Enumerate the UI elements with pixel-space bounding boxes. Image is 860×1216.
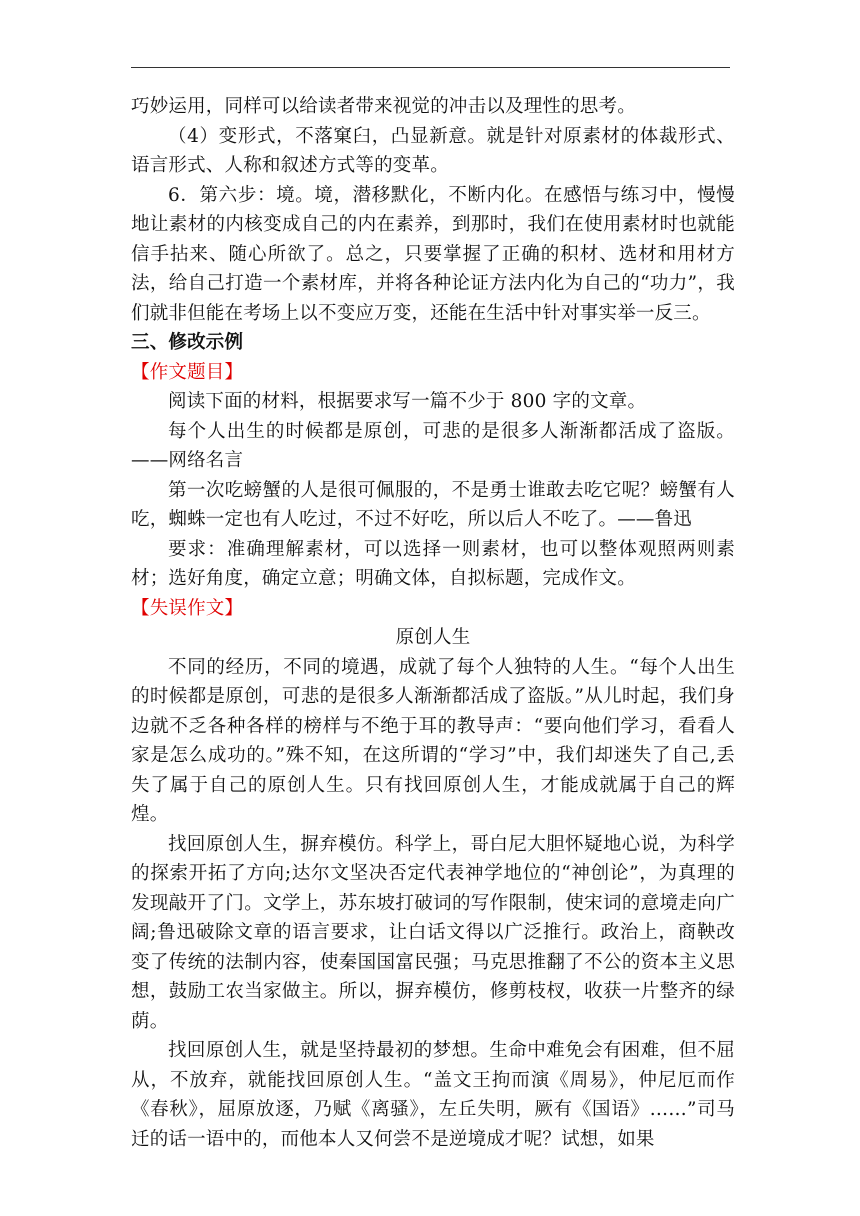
quote-paragraph: 每个人出生的时候都是原创，可悲的是很多人渐渐都活成了盗版。——网络名言 <box>131 420 735 471</box>
paragraph: （4）变形式，不落窠臼，凸显新意。就是针对原素材的体裁形式、语言形式、人称和叙述方式等的变革。 <box>131 125 735 176</box>
paragraph: 阅读下面的材料，根据要求写一篇不少于 800 字的文章。 <box>168 391 647 412</box>
essay-title: 原创人生 <box>395 627 471 648</box>
paragraph: 不同的经历，不同的境遇，成就了每个人独特的人生。“每个人出生的时候都是原创，可悲的是很多人渐渐都活成了盗版。”从儿时起，我们身边就不乏各种各样的榜样与不绝于耳的教导声：“要向他们学习，看看人家是怎么成功的。”殊不知，在这所谓的“学习”中，我们却迷失了自己,丢失了属于自己的原创人生。只有找回原创人生，才能成就属于自己的辉煌。 <box>131 656 735 825</box>
section-heading: 三、修改示例 <box>131 332 244 353</box>
paragraph: 找回原创人生，摒弃模仿。科学上，哥白尼大胆怀疑地心说，为科学的探索开拓了方向;达尔文坚决否定代表神学地位的“神创论”，为真理的发现敲开了门。文学上，苏东坡打破词的写作限制，使宋词的意境走向广阔;鲁迅破除文章的语言要求，让白话文得以广泛推行。政治上，商鞅改变了传统的法制内容，使秦国国富民强；马克思推翻了不公的资本主义思想，鼓励工农当家做主。所以，摒弃模仿，修剪枝杈，收获一片整齐的绿荫。 <box>131 833 735 1032</box>
paragraph: 6．第六步：境。境，潜移默化，不断内化。在感悟与练习中，慢慢地让素材的内核变成自己的内在素养，到那时，我们在使用素材时也就能信手拈来、随心所欲了。总之，只要掌握了正确的积材、选材和用材方法，给自己打造一个素材库，并将各种论证方法内化为自己的“功力”，我们就非但能在考场上以不变应万变，还能在生活中针对事实举一反三。 <box>131 184 735 324</box>
document-body <box>131 92 735 1154</box>
paragraph: 找回原创人生，就是坚持最初的梦想。生命中难免会有困难，但不屈从，不放弃，就能找回原创人生。“盖文王拘而演《周易》，仲尼厄而作《春秋》，屈原放逐，乃赋《离骚》，左丘失明，厥有《国语》……”司马迁的话一语中的，而他本人又何尝不是逆境成才呢？试想，如果 <box>131 1040 735 1150</box>
paragraph: 巧妙运用，同样可以给读者带来视觉的冲击以及理性的思考。 <box>131 96 636 117</box>
section-tag: 【失误作文】 <box>131 597 244 619</box>
header-rule <box>131 67 730 68</box>
quote-paragraph: 第一次吃螃蟹的人是很可佩服的，不是勇士谁敢去吃它呢？螃蟹有人吃，蜘蛛一定也有人吃过，不过不好吃，所以后人不吃了。——鲁迅 <box>131 479 735 530</box>
paragraph: 要求：准确理解素材，可以选择一则素材，也可以整体观照两则素材；选好角度，确定立意；明确文体，自拟标题，完成作文。 <box>131 538 735 589</box>
section-tag: 【作文题目】 <box>131 361 244 383</box>
